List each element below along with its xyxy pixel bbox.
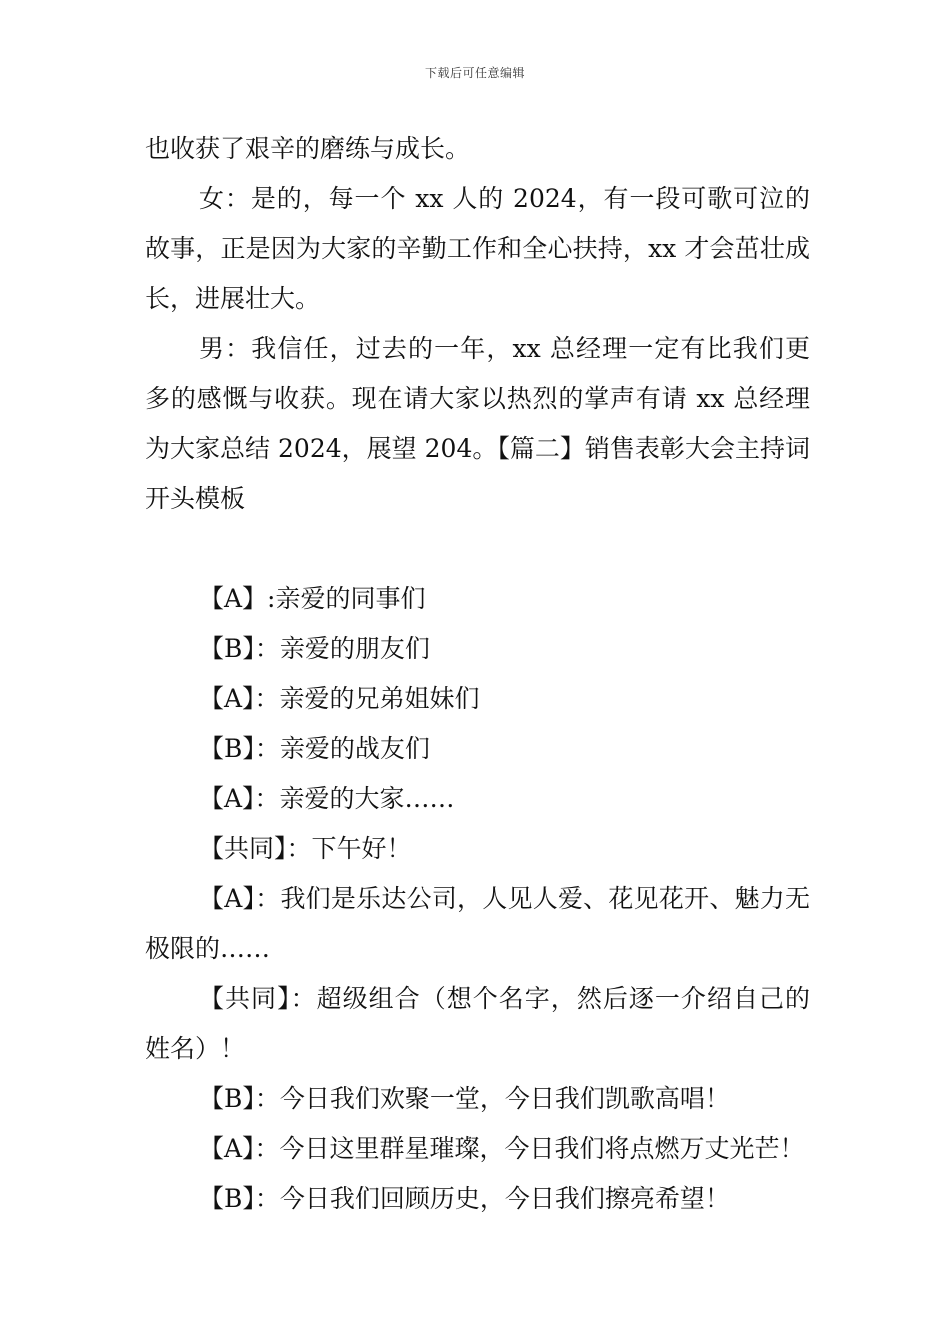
script-line: 【A】：今日这里群星璀璨，今日我们将点燃万丈光芒！	[199, 1134, 805, 1163]
script-line: 【A】：亲爱的大家……	[199, 784, 455, 813]
script-line: 【A】:亲爱的同事们	[199, 584, 426, 613]
script-line: 【共同】：超级组合（想个名字，然后逐一介绍自己的姓名）！	[145, 984, 810, 1063]
script-line: 【A】：我们是乐达公司，人见人爱、花见花开、魅力无极限的……	[145, 884, 810, 963]
page-header: 下载后可任意编辑	[424, 66, 525, 80]
document-body	[145, 124, 810, 1224]
paragraph-female-speaker: 女：是的，每一个 xx 人的 2024，有一段可歌可泣的故事，正是因为大家的辛勤工作和全心扶持，xx 才会茁壮成长，进展壮大。	[145, 184, 810, 313]
paragraph-continuation: 也收获了艰辛的磨练与成长。	[145, 134, 471, 163]
script-line: 【共同】：下午好！	[199, 834, 412, 863]
script-line: 【B】：亲爱的战友们	[199, 734, 430, 763]
paragraph-male-speaker: 男：我信任，过去的一年，xx 总经理一定有比我们更多的感慨与收获。现在请大家以热烈的掌声有请 xx 总经理为大家总结 2024，展望 204。【篇二】销售表彰大会主持词开头模板	[145, 334, 810, 513]
blank-line	[145, 524, 810, 574]
script-line: 【A】：亲爱的兄弟姐妹们	[199, 684, 480, 713]
script-line: 【B】：今日我们回顾历史，今日我们擦亮希望！	[199, 1184, 730, 1213]
script-line: 【B】：今日我们欢聚一堂，今日我们凯歌高唱！	[199, 1084, 730, 1113]
script-line: 【B】：亲爱的朋友们	[199, 634, 430, 663]
